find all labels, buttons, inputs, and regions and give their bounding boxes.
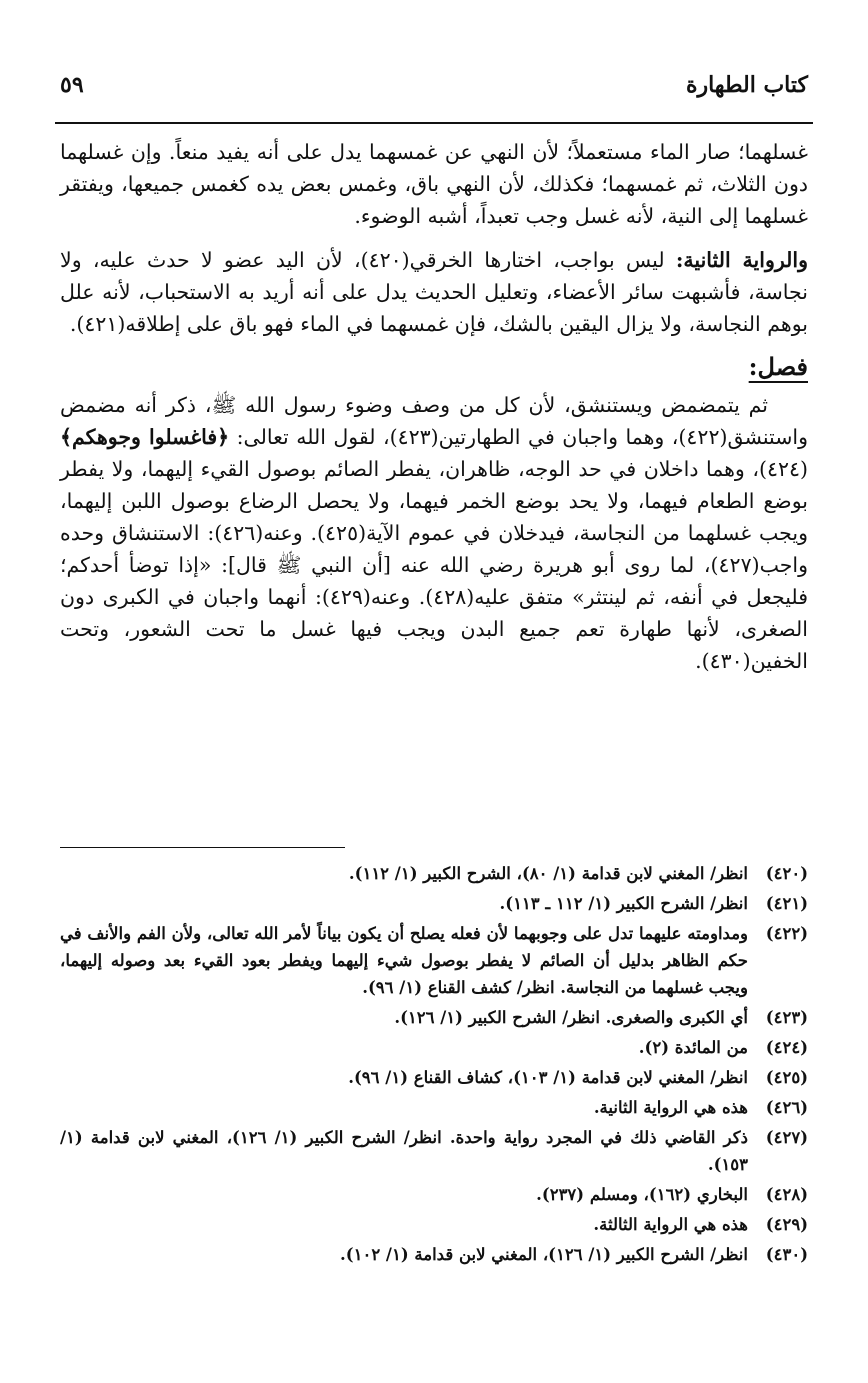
footnote <box>60 1094 808 1121</box>
footnote-text: هذه هي الرواية الثالثة. <box>593 1215 748 1234</box>
footnote-text: ذكر القاضي ذلك في المجرد رواية واحدة. انظر/ الشرح الكبير (١/ ١٢٦)، المغني لابن قدامة (١/ ١٥٣). <box>60 1128 748 1174</box>
footnote-text: انظر/ المغني لابن قدامة (١/ ١٠٣)، كشاف القناع (١/ ٩٦). <box>348 1068 748 1087</box>
footnote <box>60 890 808 917</box>
footnote-number: (٤٢٤) <box>765 1038 808 1057</box>
footnote <box>60 1211 808 1238</box>
section-heading: فصل: <box>748 352 808 381</box>
paragraph-1 <box>60 136 808 232</box>
paragraph-text: ليس بواجب، اختارها الخرقي(٤٢٠)، لأن اليد عضو لا حدث عليه، ولا نجاسة، فأشبهت سائر الأعضاء، وتعليل الحديث يدل على أنه أريد به الاستحباب، لأنه علل بوهم النجاسة، ولا يزال اليقين بالشك، فإن غمسهما في الماء فهو باق على إطلاقه(٤٢١). <box>60 248 808 336</box>
footnote-number: (٤٢٨) <box>765 1185 808 1204</box>
running-header <box>60 72 808 106</box>
footnote-text: البخاري (١٦٢)، ومسلم (٢٣٧). <box>536 1185 748 1204</box>
section-paragraph <box>60 389 808 677</box>
footnote-number: (٤٢٦) <box>765 1098 808 1117</box>
footnote-number: (٤٢٩) <box>765 1215 808 1234</box>
footnote-number: (٤٢١) <box>765 894 808 913</box>
page-number: ٥٩ <box>60 72 84 98</box>
footnote-text: هذه هي الرواية الثانية. <box>593 1098 748 1117</box>
footnote <box>60 860 808 887</box>
footnote <box>60 1004 808 1031</box>
footnote <box>60 1034 808 1061</box>
paragraph-2 <box>60 244 808 340</box>
footnote-text: من المائدة (٢). <box>638 1038 748 1057</box>
footnote-number: (٤٢٣) <box>765 1008 808 1027</box>
footnote-number: (٤٢٧) <box>765 1128 808 1147</box>
section-text-part1: ثم يتمضمض ويستنشق، لأن كل من وصف وضوء رسول الله ﷺ، ذكر أنه مضمض واستنشق(٤٢٢)، وهما واجبان في الطهارتين(٤٢٣)، لقول الله تعالى: <box>60 393 808 449</box>
footnote-number: (٤٢٥) <box>765 1068 808 1087</box>
footnote-text: ومداومته عليهما تدل على وجوبهما لأن فعله يصلح أن يكون بياناً لأمر الله تعالى، ولأن الفم والأنف في حكم الظاهر بدليل أن الصائم لا يفطر بوصول شيء إليهما ويفطر بعود القيء بعد وصوله إليهما، ويجب غسلهما من النجاسة. انظر/ كشف القناع (١/ ٩٦). <box>60 924 748 997</box>
chapter-title: كتاب الطهارة <box>685 72 808 98</box>
quran-quote: ﴿فاغسلوا وجوهكم﴾ <box>60 425 230 449</box>
footnote-number: (٤٢٠) <box>765 864 808 883</box>
footnote <box>60 1241 808 1268</box>
footnote-separator <box>60 847 345 848</box>
main-text <box>60 136 808 689</box>
footnote-text: انظر/ الشرح الكبير (١/ ١١٢ ـ ١١٣). <box>499 894 748 913</box>
footnote <box>60 1124 808 1178</box>
header-rule <box>55 122 813 124</box>
footnote-number: (٤٢٢) <box>765 924 808 943</box>
section-text-part2: (٤٢٤)، وهما داخلان في حد الوجه، ظاهران، يفطر الصائم بوصول القيء إليهما، ولا يفطر بوضع الطعام فيهما، ولا يحد بوضع الخمر فيهما، ولا يحصل الرضاع بوصول اللبن إليهما، ويجب غسلهما من النجاسة، فيدخلان في عموم الآية(٤٢٥). وعنه(٤٢٦): الاستنشاق وحده واجب(٤٢٧)، لما روى أبو هريرة رضي الله عنه [أن النبي ﷺ قال]: «إذا توضأ أحدكم؛ فليجعل في أنفه، ثم لينتثر» متفق عليه(٤٢٨). وعنه(٤٢٩): أنهما واجبان في الكبرى دون الصغرى، لأنها طهارة تعم جميع البدن ويجب فيها غسل ما تحت الشعور، وتحت الخفين(٤٣٠). <box>60 457 808 673</box>
footnote-text: أي الكبرى والصغرى. انظر/ الشرح الكبير (١/ ١٢٦). <box>394 1008 748 1027</box>
paragraph-lead: والرواية الثانية: <box>675 248 809 272</box>
footnote-text: انظر/ الشرح الكبير (١/ ١٢٦)، المغني لابن قدامة (١/ ١٠٢). <box>340 1245 748 1264</box>
footnotes <box>60 860 808 1271</box>
footnote-text: انظر/ المغني لابن قدامة (١/ ٨٠)، الشرح الكبير (١/ ١١٢). <box>348 864 748 883</box>
footnote <box>60 1181 808 1208</box>
paragraph-text: غسلهما؛ صار الماء مستعملاً؛ لأن النهي عن غمسهما يدل على أنه يفيد منعاً. وإن غسلهما دون الثلاث، ثم غمسهما؛ فكذلك، لأن النهي باق، وغمس بعض يده كغمس جميعها، ويفتقر غسلهما إلى النية، لأنه غسل وجب تعبداً، أشبه الوضوء. <box>60 140 808 228</box>
footnote-number: (٤٣٠) <box>765 1245 808 1264</box>
footnote <box>60 1064 808 1091</box>
footnote <box>60 920 808 1001</box>
